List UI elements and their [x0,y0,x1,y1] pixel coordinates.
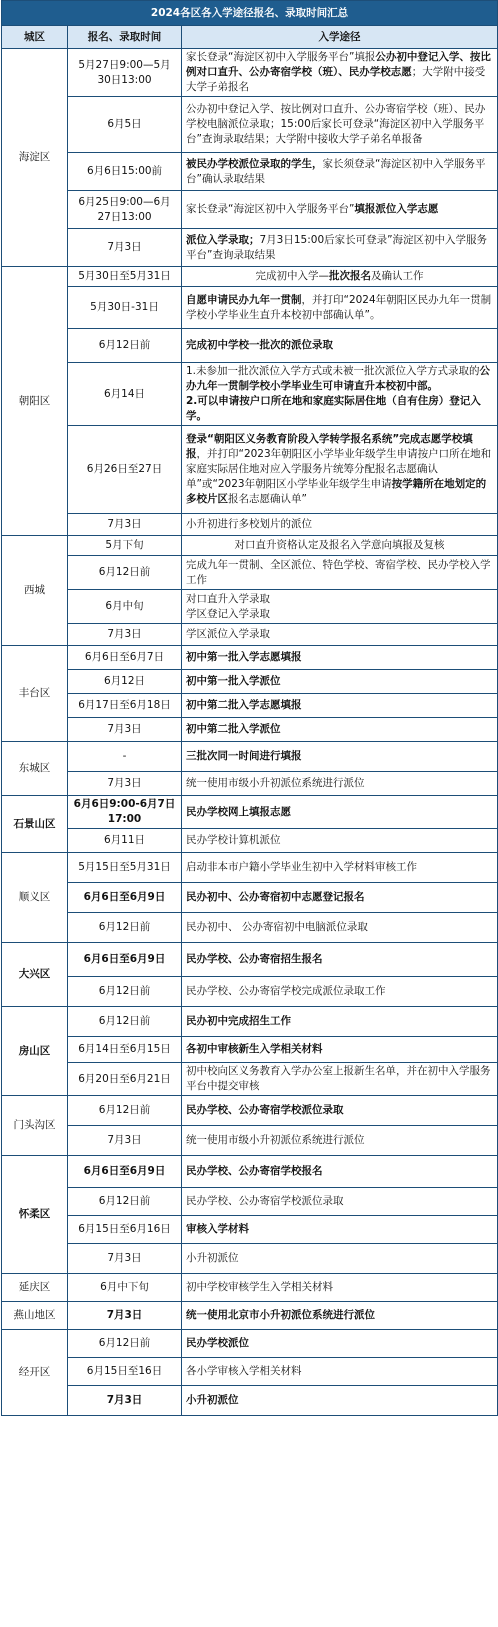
time-cell: 6月25日9:00—6月27日13:00 [68,191,182,229]
path-cell [182,536,498,556]
table-row [2,1274,498,1302]
table-row [2,694,498,718]
table-row [2,1126,498,1156]
time-cell: 6月14日 [68,363,182,426]
district-cell: 西城 [2,536,68,646]
path-text: 三批次同一时间进行填报 [186,750,302,762]
time-cell: 5月15日至5月31日 [68,853,182,883]
path-text: 小升初进行多校划片的派位 [186,518,312,530]
path-text: 2.可以申请按户口所在地和家庭实际居住地（自有住房）登记入学。 [186,395,481,422]
time-cell: 5月27日9:00—5月30日13:00 [68,49,182,97]
table-row [2,97,498,153]
district-cell: 怀柔区 [2,1156,68,1274]
path-text: 民办学校计算机派位 [186,834,281,846]
header-time: 报名、录取时间 [68,26,182,49]
table-row [2,1156,498,1188]
path-text: 统一使用北京市小升初派位系统进行派位 [186,1309,375,1321]
district-cell: 朝阳区 [2,267,68,536]
schedule-table [1,0,498,1416]
path-text: 初中校向区义务教育入学办公室上报新生名单，并在初中入学服务平台中提交审核 [186,1065,491,1092]
table-row [2,742,498,772]
time-cell: 6月12日前 [68,1330,182,1358]
path-cell [182,329,498,363]
table-row [2,49,498,97]
path-cell [182,796,498,829]
path-cell [182,913,498,943]
path-text: 统一使用市级小升初派位系统进行派位 [186,1134,365,1146]
path-text: 学区派位入学录取 [186,628,270,640]
time-cell: 6月12日前 [68,977,182,1007]
path-cell [182,191,498,229]
schedule-body [2,49,498,1416]
time-cell: 7月3日 [68,624,182,646]
path-text: 初中第一批入学派位 [186,675,281,687]
path-cell [182,590,498,624]
time-cell: 6月15日至16日 [68,1358,182,1386]
table-row [2,1386,498,1416]
path-text: 民办学校、公办寄宿学校派位录取 [186,1104,344,1116]
time-cell: 7月3日 [68,514,182,536]
path-text: 被民办学校派位录取的学生， [186,157,323,170]
district-cell: 房山区 [2,1007,68,1096]
path-text: 公办初中登记入学、按比例对口直升、公办寄宿学校（班）、民办学校电脑派位录取；15:00后家长可登录“海淀区初中入学服务平台”查询录取结果；大学附中接收大学子弟名单报备 [186,103,486,145]
path-text: 民办学校、公办寄宿学校派位录取 [186,1195,344,1207]
path-cell [182,1063,498,1096]
path-text: 7月3日15:00后家长可登录”海淀区初中入学服务平台”查询录取结果 [186,233,488,261]
table-row [2,514,498,536]
path-text: 民办学校、公办寄宿学校完成派位录取工作 [186,985,386,997]
time-cell: 6月26日至27日 [68,426,182,514]
path-text: 公办初中登记入学、按比例对口直升、公办寄宿学校（班）、民办学校志愿 [186,51,491,78]
table-row [2,913,498,943]
time-cell: 6月12日前 [68,556,182,590]
path-cell [182,426,498,514]
time-cell: 7月3日 [68,1244,182,1274]
path-text: 自愿申请民办九年一贯制 [186,293,302,306]
path-cell [182,514,498,536]
path-text: 初中学校审核学生入学相关材料 [186,1281,333,1293]
time-cell: 6月12日前 [68,1007,182,1037]
path-cell [182,1216,498,1244]
path-cell [182,1274,498,1302]
schedule-sheet [1,0,497,1416]
time-cell: 6月5日 [68,97,182,153]
time-cell: 7月3日 [68,1126,182,1156]
path-cell [182,742,498,772]
table-row [2,1244,498,1274]
table-row [2,772,498,796]
path-cell [182,229,498,267]
path-text: 民办学校派位 [186,1337,249,1349]
path-cell [182,1096,498,1126]
time-cell: 6月15日至6月16日 [68,1216,182,1244]
path-cell [182,694,498,718]
path-text: 1.未参加一批次派位入学方式或未被一批次派位入学方式录取的 [186,365,480,377]
path-text: 启动非本市户籍小学毕业生初中入学材料审核工作 [186,861,417,873]
time-cell: 7月3日 [68,1302,182,1330]
table-row [2,590,498,624]
time-cell: 6月12日 [68,670,182,694]
table-row [2,1330,498,1358]
path-text: 各初中审核新生入学相关材料 [186,1043,323,1055]
path-cell [182,1007,498,1037]
path-cell [182,977,498,1007]
district-cell: 顺义区 [2,853,68,943]
district-cell: 东城区 [2,742,68,796]
path-cell [182,1188,498,1216]
path-cell [182,1126,498,1156]
time-cell: 5月30日至5月31日 [68,267,182,287]
table-row [2,1188,498,1216]
table-row [2,1063,498,1096]
time-cell: 6月6日至6月9日 [68,943,182,977]
header-path: 入学途径 [182,26,498,49]
time-cell: 6月12日前 [68,1096,182,1126]
path-cell [182,49,498,97]
path-cell [182,670,498,694]
table-row [2,1302,498,1330]
path-text: 登录“朝阳区义务教育阶段入学转学报名系统”完成志愿学校填报 [186,433,473,460]
path-text: 对口直升入学录取 [186,592,270,605]
table-title: 2024各区各入学途径报名、录取时间汇总 [2,1,498,26]
table-row [2,1216,498,1244]
path-text: 家长须登录“海淀区初中入学服务平台”确认录取结果 [186,157,486,185]
table-row [2,1096,498,1126]
path-text: 初中第二批入学志愿填报 [186,699,302,711]
path-text: 填报派位入学志愿 [354,203,439,215]
district-cell: 门头沟区 [2,1096,68,1156]
path-text: 按学籍所在地划定的多校片区 [186,478,487,505]
table-row [2,829,498,853]
path-cell [182,287,498,329]
time-cell: - [68,742,182,772]
time-cell: 7月3日 [68,1386,182,1416]
district-cell: 大兴区 [2,943,68,1007]
table-row [2,853,498,883]
table-row [2,1037,498,1063]
table-row [2,363,498,426]
time-cell: 6月6日至6月7日 [68,646,182,670]
path-text: 各小学审核入学相关材料 [186,1365,302,1377]
time-cell: 6月6日9:00-6月7日17:00 [68,796,182,829]
path-cell [182,1302,498,1330]
path-cell [182,883,498,913]
path-cell [182,624,498,646]
table-row [2,718,498,742]
path-cell [182,1330,498,1358]
time-cell: 6月6日至6月9日 [68,1156,182,1188]
path-text: ，并打印“2024年朝阳区民办九年一贯制学校小学毕业生直升本校初中部确认单”。 [186,293,492,321]
path-cell [182,1244,498,1274]
path-text: 派位入学录取； [186,233,260,246]
path-cell [182,1386,498,1416]
path-cell [182,363,498,426]
table-row [2,426,498,514]
path-cell [182,556,498,590]
table-row [2,229,498,267]
table-row [2,1358,498,1386]
path-text: ，并打印“2023年朝阳区小学毕业年级学生申请按户口所在地和家庭实际居住地对应入学服务片统筹分配报名志愿确认单”或“2023年朝阳区小学毕业年级学生申请 [186,448,492,490]
path-text: 民办学校网上填报志愿 [186,805,291,818]
table-row [2,624,498,646]
path-text: 及确认工作 [371,270,424,282]
district-cell: 丰台区 [2,646,68,742]
path-text: 小升初派位 [186,1252,239,1264]
time-cell: 6月中下旬 [68,1274,182,1302]
table-row [2,670,498,694]
table-row [2,977,498,1007]
district-cell: 石景山区 [2,796,68,853]
time-cell: 7月3日 [68,772,182,796]
path-text: 公办九年一贯制学校小学毕业生可申请直升本校初中部。 [186,365,491,392]
path-cell [182,1037,498,1063]
table-row [2,153,498,191]
path-cell [182,153,498,191]
path-text: 完成初中入学— [255,270,330,282]
header-district: 城区 [2,26,68,49]
path-text: 完成九年一贯制、全区派位、特色学校、寄宿学校、民办学校入学工作 [186,558,491,586]
table-row [2,329,498,363]
time-cell: 6月中旬 [68,590,182,624]
path-cell [182,772,498,796]
table-row [2,646,498,670]
time-cell: 6月11日 [68,829,182,853]
path-text: 初中第二批入学派位 [186,723,281,735]
path-cell [182,646,498,670]
table-row [2,536,498,556]
path-cell [182,718,498,742]
time-cell: 6月12日前 [68,329,182,363]
path-text: 学区登记入学录取 [186,607,270,620]
table-row [2,796,498,829]
path-cell [182,97,498,153]
path-text: 小升初派位 [186,1394,239,1406]
district-cell: 燕山地区 [2,1302,68,1330]
path-cell [182,1358,498,1386]
table-row [2,191,498,229]
district-cell: 经开区 [2,1330,68,1416]
path-text: 完成初中学校一批次的派位录取 [186,339,333,351]
path-text: 民办学校、公办寄宿招生报名 [186,953,323,965]
time-cell: 6月20日至6月21日 [68,1063,182,1096]
time-cell: 7月3日 [68,229,182,267]
table-row [2,883,498,913]
path-text: 民办初中、 公办寄宿初中电脑派位录取 [186,921,368,933]
table-row [2,1007,498,1037]
path-text: 民办学校、公办寄宿学校报名 [186,1165,323,1177]
path-text: 对口直升资格认定及报名入学意向填报及复核 [234,539,445,551]
path-cell [182,267,498,287]
time-cell: 6月17日至6月18日 [68,694,182,718]
table-row [2,556,498,590]
time-cell: 6月6日15:00前 [68,153,182,191]
district-cell: 海淀区 [2,49,68,267]
path-text: 初中第一批入学志愿填报 [186,651,302,663]
path-text: 民办初中完成招生工作 [186,1015,291,1027]
path-text: 审核入学材料 [186,1223,249,1235]
time-cell: 6月12日前 [68,913,182,943]
time-cell: 6月14日至6月15日 [68,1037,182,1063]
path-text: 统一使用市级小升初派位系统进行派位 [186,777,365,789]
path-text: ；大学附中接受大学子弟报名 [186,66,486,93]
path-text: 家长登录“海淀区初中入学服务平台”填报 [186,51,376,63]
table-row [2,943,498,977]
time-cell: 6月6日至6月9日 [68,883,182,913]
time-cell: 6月12日前 [68,1188,182,1216]
table-row [2,287,498,329]
path-text: 民办初中、公办寄宿初中志愿登记报名 [186,891,365,903]
path-cell [182,1156,498,1188]
path-text: 报名志愿确认单” [228,493,307,505]
table-row [2,267,498,287]
path-cell [182,943,498,977]
district-cell: 延庆区 [2,1274,68,1302]
path-text: 家长登录“海淀区初中入学服务平台” [186,203,355,215]
path-cell [182,853,498,883]
time-cell: 7月3日 [68,718,182,742]
path-cell [182,829,498,853]
time-cell: 5月30日-31日 [68,287,182,329]
path-text: 批次报名 [329,270,372,282]
time-cell: 5月下旬 [68,536,182,556]
